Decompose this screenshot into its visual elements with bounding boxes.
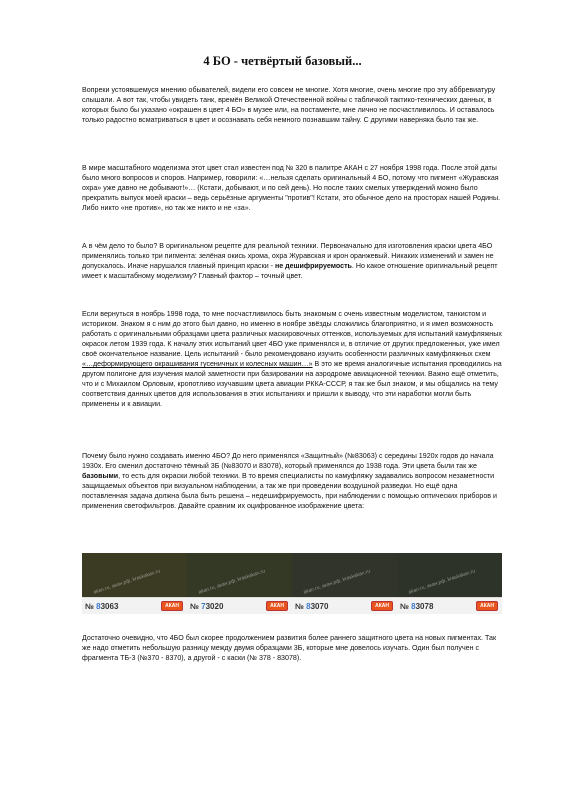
swatch-chip [82, 553, 187, 597]
color-swatch [397, 553, 502, 613]
watermark: akan.ru, акан.рф, kraskakan.ru [92, 568, 161, 596]
bold-term-base: базовыми [82, 472, 119, 480]
paragraph-recipe: А в чём дело то было? В оригинальном рецепте для реальной техники. Первоначально для изготовления краски цвета 4БО применялись только три пигмента: зелёная окись хрома, охра Журавская и крон оранжевый. Никаких изменений и замен не допускалось. Иначе нарушался главный принцип краски - не дешифрируемость. Но какое отношение оригинальный рецепт имеет к масштабному моделизму? Главный фактор – точный цвет. [82, 242, 498, 280]
paragraph-1998: Если вернуться в ноябрь 1998 года, то мне посчастливилось быть знакомым с очень известным моделистом, танкистом и историком. Знаком я с ним до этого был давно, но именно в ноябре звёзды сложились благоприятно, и я имел возможность работать с оригинальными образцами цвета различных маскировочных оттенков, используемых для испытаний камуфляжных окрасок летом 1939 года. К началу этих испытаний цвет 4БО уже применялся и, в отличие от других предложенных, уже имел своё окончательное название. Цель испытаний - было рекомендовано изучить особенности различных камуфляжных схем «…деформирующего окрашивания гусеничных и колесных машин…» В это же время аналогичные испытания проводились на другом полигоне для изучения малой заметности при базировании на аэродроме авиационной техники. Важно ещё отметить, что и с Михаилом Орловым, кропотливо изучавшим цвета авиации РККА-СССР, я так же был знаком, и мы общались на тему соответствия данных цветов для использования в этих испытаниях и пришли к выводу, что эти наработки могли быть применены и к авиации. [82, 310, 502, 408]
akan-logo-icon: АКАН [266, 601, 288, 611]
swatch-label-bar [397, 597, 502, 614]
swatch-chip [397, 553, 502, 597]
color-swatch-strip [82, 553, 502, 613]
color-swatch [82, 553, 187, 613]
swatch-label-bar [292, 597, 397, 614]
page-title: 4 БО - четвёртый базовый... [203, 54, 362, 68]
akan-logo-icon: АКАН [371, 601, 393, 611]
bold-term: не дешифрируемость [274, 262, 352, 270]
swatch-label-bar [82, 597, 187, 614]
swatch-code: № 73020 [190, 601, 224, 611]
paragraph-why-4bo: Почему было нужно создавать именно 4БО? До него применялся «Защитный» (№83063) с середины 1920х годов до начала 1930х. Его сменил достаточно тёмный 3Б (№83070 и 83078), который применялся до 1938 года. Эти цвета были так же базовыми, то есть для окраски любой техники. В то время специалисты по камуфляжу задавались вопросом незаметности защищаемых объектов при визуальном наблюдении, а так же при проведении воздушной разведки. Но ещё одна поставленная задача должна была быть решена – недешифрируемость, при наблюдении с помощью оптических приборов и применения светофильтров. Давайте сравним их оцифрованное изображение цвета: [82, 452, 498, 510]
paragraph-intro: Вопреки устоявшемуся мнению обывателей, видели его совсем не многие. Хотя многие, очень многие про эту аббревиатуру слышали. А вот так, чтобы увидеть танк, времён Великой Отечественной войны с табличкой тактико-технических данных, в которых было бы указано «окрашен в цвет 4 БО» в музее или, на постаменте, мне лично не посчастливилось. И оставалось только радостно всматриваться в цвет и осознавать себя немного познавшим тайну. С другими наверняка было так же. [82, 86, 496, 124]
watermark: akan.ru, акан.рф, kraskakan.ru [302, 568, 371, 596]
color-swatch [292, 553, 397, 613]
swatch-chip [187, 553, 292, 597]
swatch-code: № 83070 [295, 601, 329, 611]
akan-logo-icon: АКАН [476, 601, 498, 611]
paragraph-conclusion: Достаточно очевидно, что 4БО был скорее продолжением развития более раннего защитного цвета на новых пигментах. Так же надо отметить небольшую разницу между двумя образцами 3Б, которые мне довелось изучать. Один был получен с фрагмента ТБ-3 (№370 - 8370), а другой - с каски (№ 378 - 83078). [82, 634, 497, 662]
akan-logo-icon: АКАН [161, 601, 183, 611]
color-swatch [187, 553, 292, 613]
swatch-label-bar [187, 597, 292, 614]
swatch-code: № 83063 [85, 601, 119, 611]
swatch-code: № 83078 [400, 601, 434, 611]
watermark: akan.ru, акан.рф, kraskakan.ru [407, 568, 476, 596]
swatch-chip [292, 553, 397, 597]
paragraph-akan-history: В мире масштабного моделизма этот цвет стал известен под № 320 в палитре АКАН с 27 ноября 1998 года. После этой даты было много вопросов и споров. Например, говорили: «…нельзя сделать оригинальный 4 БО, потому что пигмент «Журавская охра» уже давно не добывают!»… (Кстати, добывают, и по сей день). Но после таких смелых утверждений можно было прекратить выпуск моей краски – ведь серьёзные аргументы "против"! Кстати, это обычное дело на просторах нашей Родины. Либо никто «не против», но так же никто и не «за». [82, 164, 501, 212]
underlined-quote: «…деформирующего окрашивания гусеничных и колесных машин…» [82, 360, 313, 368]
watermark: akan.ru, акан.рф, kraskakan.ru [197, 568, 266, 596]
